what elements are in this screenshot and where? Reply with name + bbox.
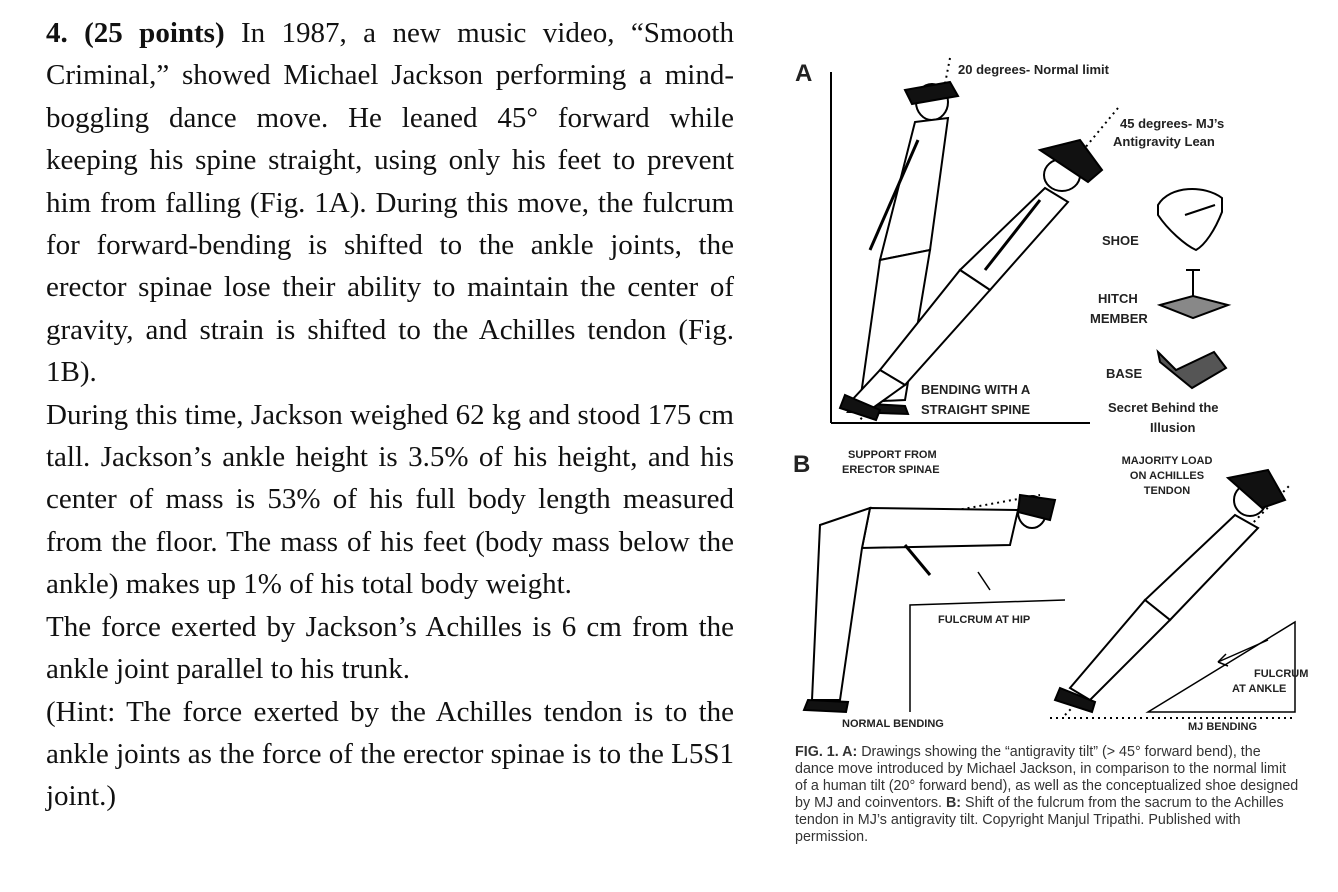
normal-bending-label: NORMAL BENDING: [842, 718, 944, 730]
mj-lean-label-line1: 45 degrees- MJ’s: [1120, 116, 1225, 131]
support-label-line1: SUPPORT FROM: [848, 449, 937, 461]
base-drawing: [1158, 352, 1226, 388]
majority-label-line3: TENDON: [1143, 485, 1191, 497]
panel-a-letter: A: [795, 60, 813, 87]
problem-hint: (Hint: The force exerted by the Achilles tendon is to the ankle joints as the force of the erector spinae is to the L5S1 joint.): [46, 695, 734, 813]
problem-paragraph-2: During this time, Jackson weighed 62 kg and stood 175 cm tall. Jackson’s ankle height is 3.5% of his height, and his center of mass is 53% of his full body length measured from the floor. The mass of his feet (body mass below the ankle) makes up 1% of his total body weight.: [46, 398, 734, 601]
problem-number: 4. (25 points): [46, 17, 225, 49]
caption-fig-label: FIG. 1. A:: [795, 744, 858, 760]
support-label-line2: ERECTOR SPINAE: [842, 464, 940, 476]
shoe-drawing: [1158, 189, 1222, 250]
hitch-member-drawing: [1160, 270, 1228, 318]
fulcrum-ankle-label-line2: AT ANKLE: [1232, 683, 1287, 695]
majority-label-line1: MAJORITY LOAD: [1121, 455, 1213, 467]
hitch-label-line1: HITCH: [1098, 291, 1138, 306]
base-label: BASE: [1106, 366, 1143, 381]
mj-bending-label: MJ BENDING: [1188, 721, 1258, 733]
bending-label-line1: BENDING WITH A: [921, 382, 1031, 397]
figure-caption: [795, 744, 1300, 846]
caption-b-label: B:: [945, 795, 962, 811]
problem-intro: In 1987, a new music video, “Smooth Criminal,” showed Michael Jackson performing a mind-boggling dance move. He leaned 45° forward while keeping his spine straight, using only his feet to prevent him from falling (Fig. 1A). During this move, the fulcrum for forward-bending is shifted to the ankle joints, the erector spinae lose their ability to maintain the center of gravity, and strain is shifted to the Achilles tendon (Fig. 1B).: [46, 17, 734, 389]
normal-bending-figure: [804, 495, 1065, 712]
bending-label-line2: STRAIGHT SPINE: [921, 402, 1031, 417]
hitch-label-line2: MEMBER: [1090, 311, 1148, 326]
problem-paragraph-3: The force exerted by Jackson’s Achilles is 6 cm from the ankle joint parallel to his trunk.: [46, 610, 734, 686]
caption-text-b: Shift of the fulcrum from the sacrum to the Achilles tendon in MJ’s antigravity tilt. Copyright Manjul Tripathi. Published with permission.: [795, 795, 1284, 845]
fulcrum-hip-label: FULCRUM AT HIP: [938, 614, 1031, 626]
shoe-label: SHOE: [1102, 233, 1139, 248]
normal-limit-label: 20 degrees- Normal limit: [958, 62, 1109, 77]
caption-text-a: Drawings showing the “antigravity tilt” (> 45° forward bend), the dance move introduced by Michael Jackson, in comparison to the normal limit of a human tilt (20° forward bend), as well as the conceptualized shoe designed by MJ and coinventors.: [795, 744, 1299, 811]
mj-lean-label-line2: Antigravity Lean: [1113, 134, 1215, 149]
secret-label-line1: Secret Behind the: [1108, 400, 1219, 415]
panel-b-letter: B: [793, 451, 811, 478]
fulcrum-ankle-label-line1: FULCRUM: [1254, 668, 1309, 680]
secret-label-line2: Illusion: [1150, 420, 1196, 435]
majority-label-line2: ON ACHILLES: [1129, 470, 1205, 482]
